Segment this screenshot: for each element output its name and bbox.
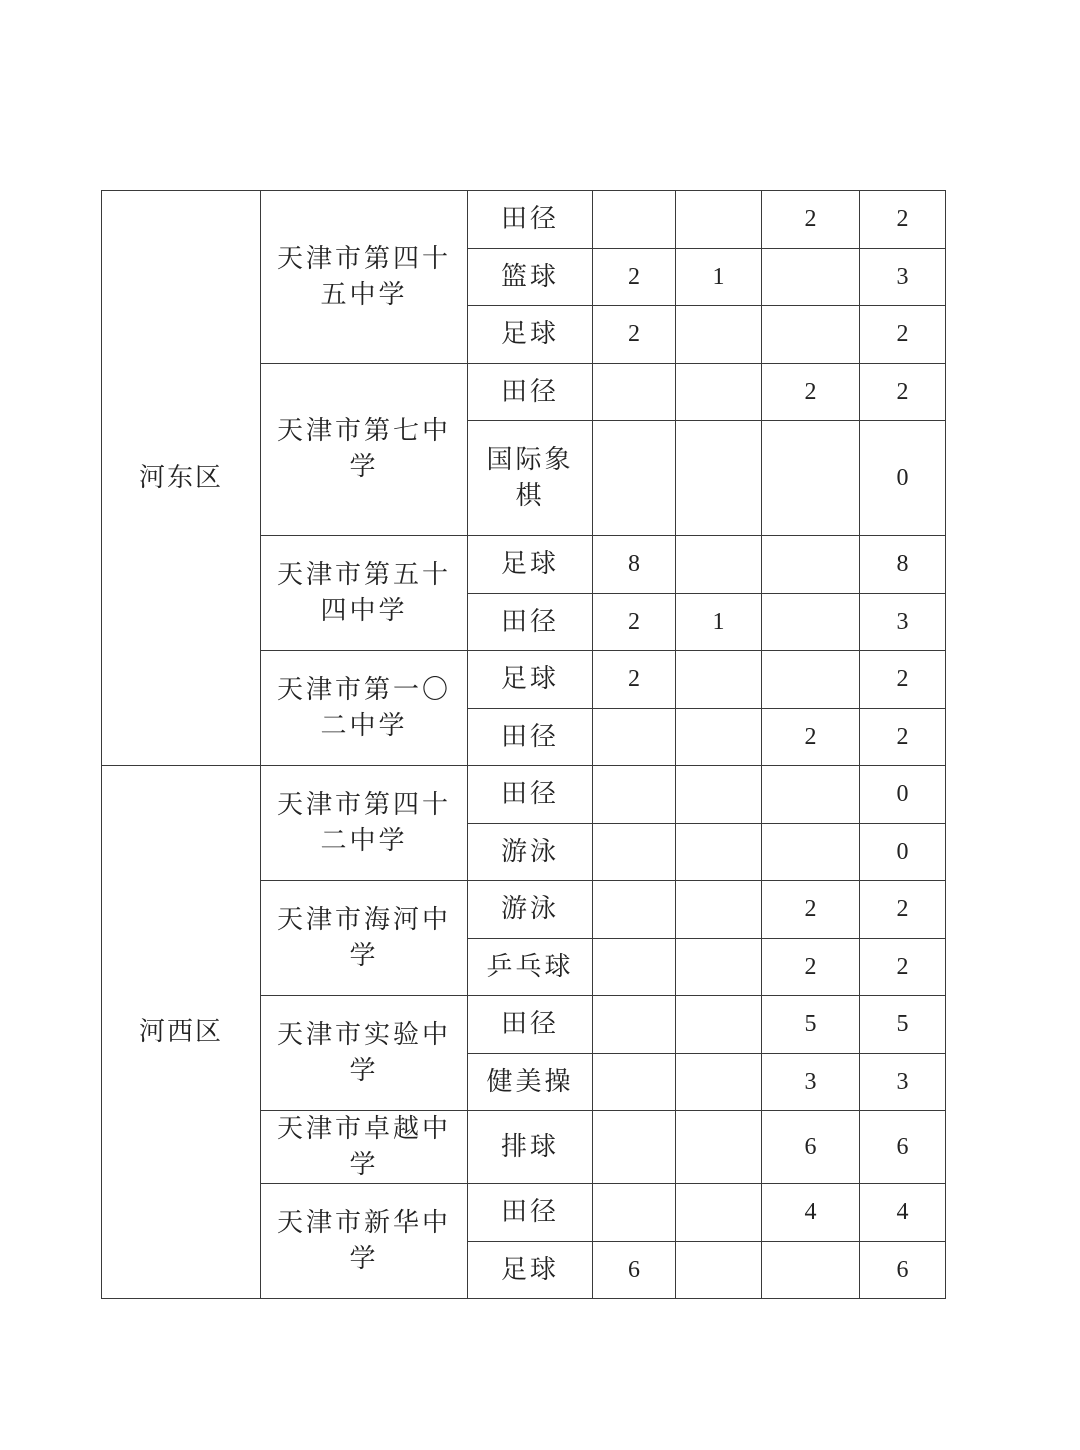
total-cell: 2 — [860, 938, 946, 996]
count-cell-a: 2 — [593, 593, 676, 651]
count-cell-c — [762, 306, 860, 364]
sport-cell: 游泳 — [468, 881, 593, 939]
count-cell-b — [676, 651, 762, 709]
count-cell-a: 6 — [593, 1241, 676, 1299]
count-cell-b: 1 — [676, 593, 762, 651]
count-cell-c: 2 — [762, 938, 860, 996]
sport-cell: 足球 — [468, 536, 593, 594]
count-cell-b — [676, 536, 762, 594]
total-cell: 6 — [860, 1111, 946, 1184]
sport-cell: 足球 — [468, 651, 593, 709]
count-cell-b — [676, 363, 762, 421]
district-cell: 河西区 — [102, 766, 261, 1299]
count-cell-a: 2 — [593, 248, 676, 306]
sport-cell: 田径 — [468, 708, 593, 766]
sport-cell: 田径 — [468, 363, 593, 421]
count-cell-c: 4 — [762, 1184, 860, 1242]
count-cell-c: 2 — [762, 191, 860, 249]
count-cell-a — [593, 766, 676, 824]
table-row — [102, 766, 946, 824]
count-cell-c: 5 — [762, 996, 860, 1054]
total-cell: 2 — [860, 191, 946, 249]
count-cell-c — [762, 1241, 860, 1299]
district-cell: 河东区 — [102, 191, 261, 766]
count-cell-c: 2 — [762, 363, 860, 421]
total-cell: 0 — [860, 766, 946, 824]
count-cell-b — [676, 881, 762, 939]
total-cell: 2 — [860, 651, 946, 709]
total-cell: 2 — [860, 363, 946, 421]
count-cell-b — [676, 938, 762, 996]
total-cell: 3 — [860, 248, 946, 306]
total-cell: 4 — [860, 1184, 946, 1242]
sport-cell: 田径 — [468, 191, 593, 249]
count-cell-b — [676, 1053, 762, 1111]
count-cell-a — [593, 823, 676, 881]
count-cell-c: 3 — [762, 1053, 860, 1111]
school-cell: 天津市实验中学 — [261, 996, 468, 1111]
sport-cell: 田径 — [468, 1184, 593, 1242]
sport-cell: 足球 — [468, 1241, 593, 1299]
quota-table — [101, 190, 946, 1299]
school-cell: 天津市新华中学 — [261, 1184, 468, 1299]
school-cell: 天津市第四十二中学 — [261, 766, 468, 881]
count-cell-b — [676, 823, 762, 881]
school-cell: 天津市第一〇二中学 — [261, 651, 468, 766]
total-cell: 0 — [860, 823, 946, 881]
sport-cell: 篮球 — [468, 248, 593, 306]
count-cell-c — [762, 593, 860, 651]
total-cell: 2 — [860, 306, 946, 364]
count-cell-c — [762, 651, 860, 709]
total-cell: 2 — [860, 881, 946, 939]
total-cell: 2 — [860, 708, 946, 766]
total-cell: 8 — [860, 536, 946, 594]
count-cell-c — [762, 766, 860, 824]
count-cell-a — [593, 191, 676, 249]
sport-cell: 足球 — [468, 306, 593, 364]
count-cell-a — [593, 996, 676, 1054]
sport-cell: 田径 — [468, 766, 593, 824]
count-cell-b — [676, 708, 762, 766]
count-cell-b — [676, 766, 762, 824]
count-cell-c — [762, 421, 860, 536]
school-cell: 天津市第四十五中学 — [261, 191, 468, 364]
count-cell-a — [593, 363, 676, 421]
count-cell-a — [593, 881, 676, 939]
sport-cell: 健美操 — [468, 1053, 593, 1111]
sport-cell: 游泳 — [468, 823, 593, 881]
count-cell-a — [593, 1053, 676, 1111]
total-cell: 6 — [860, 1241, 946, 1299]
sport-cell: 田径 — [468, 996, 593, 1054]
count-cell-a — [593, 938, 676, 996]
sport-cell: 国际象棋 — [468, 421, 593, 536]
count-cell-a: 2 — [593, 306, 676, 364]
total-cell: 0 — [860, 421, 946, 536]
school-cell: 天津市第七中学 — [261, 363, 468, 536]
count-cell-c — [762, 536, 860, 594]
count-cell-b — [676, 1241, 762, 1299]
sport-cell: 乒乓球 — [468, 938, 593, 996]
count-cell-b: 1 — [676, 248, 762, 306]
count-cell-c — [762, 823, 860, 881]
count-cell-b — [676, 996, 762, 1054]
count-cell-a: 8 — [593, 536, 676, 594]
count-cell-b — [676, 191, 762, 249]
count-cell-c — [762, 248, 860, 306]
count-cell-c: 2 — [762, 708, 860, 766]
count-cell-a — [593, 708, 676, 766]
count-cell-b — [676, 306, 762, 364]
school-cell: 天津市海河中学 — [261, 881, 468, 996]
table-row — [102, 191, 946, 249]
sport-cell: 田径 — [468, 593, 593, 651]
total-cell: 3 — [860, 593, 946, 651]
count-cell-b — [676, 1184, 762, 1242]
count-cell-b — [676, 1111, 762, 1184]
count-cell-a — [593, 421, 676, 536]
school-cell: 天津市卓越中学 — [261, 1111, 468, 1184]
total-cell: 3 — [860, 1053, 946, 1111]
count-cell-a: 2 — [593, 651, 676, 709]
count-cell-a — [593, 1111, 676, 1184]
count-cell-a — [593, 1184, 676, 1242]
total-cell: 5 — [860, 996, 946, 1054]
count-cell-b — [676, 421, 762, 536]
sport-cell: 排球 — [468, 1111, 593, 1184]
count-cell-c: 2 — [762, 881, 860, 939]
school-cell: 天津市第五十四中学 — [261, 536, 468, 651]
count-cell-c: 6 — [762, 1111, 860, 1184]
